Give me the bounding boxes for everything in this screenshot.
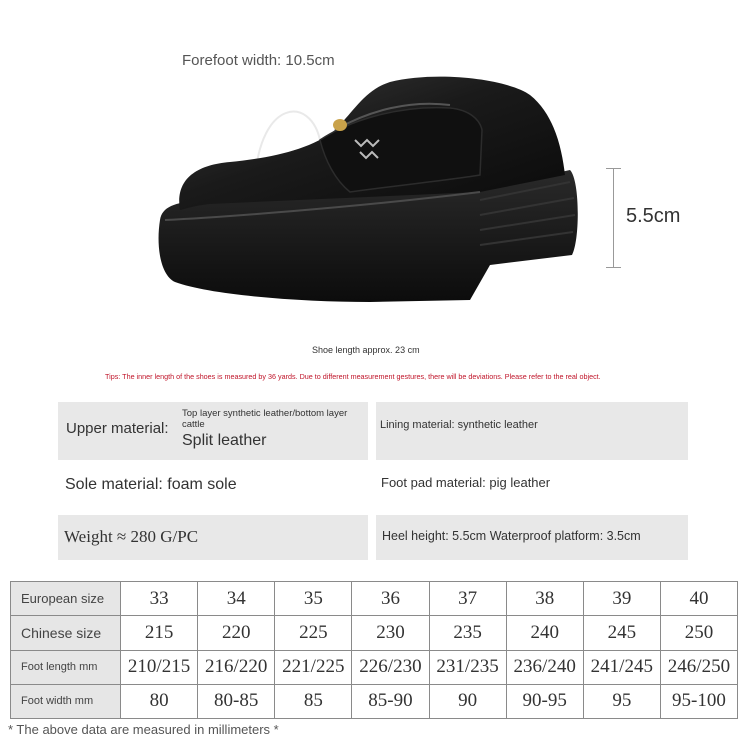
size-cell: 37 xyxy=(429,582,506,616)
upper-material-detail: Top layer synthetic leather/bottom layer cattle xyxy=(182,408,348,430)
table-row xyxy=(11,650,738,684)
foot-pad-material-text: Foot pad material: pig leather xyxy=(381,475,551,490)
weight-text: Weight ≈ 280 G/PC xyxy=(64,527,199,546)
upper-material-label: Upper material: xyxy=(66,420,169,437)
size-cell: 33 xyxy=(121,582,198,616)
shoe-length-label: Shoe length approx. 23 cm xyxy=(312,345,420,355)
weight-cell xyxy=(58,515,368,560)
heel-height-marker: 5.5cm xyxy=(626,205,681,227)
size-cell: 221/225 xyxy=(275,650,352,684)
size-cell: 245 xyxy=(583,616,660,650)
size-cell: 85 xyxy=(275,684,352,718)
upper-material-value: Split leather xyxy=(182,432,267,449)
size-cell: 246/250 xyxy=(660,650,737,684)
size-cell: 215 xyxy=(121,616,198,650)
shoe-image xyxy=(150,70,590,310)
size-cell: 225 xyxy=(275,616,352,650)
size-cell: 241/245 xyxy=(583,650,660,684)
size-row-label: Foot width mm xyxy=(11,684,121,718)
lining-material-cell xyxy=(376,402,688,460)
lining-material-text: Lining material: synthetic leather xyxy=(380,419,538,431)
size-cell: 80 xyxy=(121,684,198,718)
footnote: * The above data are measured in millimeters * xyxy=(8,722,279,737)
size-cell: 250 xyxy=(660,616,737,650)
size-cell: 34 xyxy=(198,582,275,616)
size-cell: 39 xyxy=(583,582,660,616)
size-row-label: Chinese size xyxy=(11,616,121,650)
table-row xyxy=(11,684,738,718)
heel-height-cell xyxy=(376,515,688,560)
size-cell: 210/215 xyxy=(121,650,198,684)
size-table xyxy=(10,581,738,719)
size-row-label: Foot length mm xyxy=(11,650,121,684)
table-row xyxy=(11,582,738,616)
sole-material-cell xyxy=(58,466,368,506)
size-cell: 40 xyxy=(660,582,737,616)
tips-text: Tips: The inner length of the shoes is measured by 36 yards. Due to different measurement gestures, there will be deviations. Please refer to the real object. xyxy=(105,372,601,381)
heel-height-text: Heel height: 5.5cm Waterproof platform: 3.5cm xyxy=(382,529,641,543)
size-cell: 231/235 xyxy=(429,650,506,684)
size-cell: 95-100 xyxy=(660,684,737,718)
size-cell: 85-90 xyxy=(352,684,429,718)
size-cell: 90-95 xyxy=(506,684,583,718)
size-cell: 220 xyxy=(198,616,275,650)
size-cell: 38 xyxy=(506,582,583,616)
size-cell: 230 xyxy=(352,616,429,650)
size-cell: 35 xyxy=(275,582,352,616)
size-cell: 240 xyxy=(506,616,583,650)
foot-pad-material-cell xyxy=(376,466,688,506)
sole-material-text: Sole material: foam sole xyxy=(65,476,237,493)
size-cell: 226/230 xyxy=(352,650,429,684)
table-row xyxy=(11,616,738,650)
size-cell: 90 xyxy=(429,684,506,718)
size-cell: 95 xyxy=(583,684,660,718)
upper-material-cell xyxy=(58,402,368,460)
forefoot-width-label: Forefoot width: 10.5cm xyxy=(182,52,335,69)
size-cell: 235 xyxy=(429,616,506,650)
size-cell: 36 xyxy=(352,582,429,616)
size-cell: 216/220 xyxy=(198,650,275,684)
size-cell: 80-85 xyxy=(198,684,275,718)
heel-height-measure-line xyxy=(613,168,614,268)
size-cell: 236/240 xyxy=(506,650,583,684)
size-row-label: European size xyxy=(11,582,121,616)
